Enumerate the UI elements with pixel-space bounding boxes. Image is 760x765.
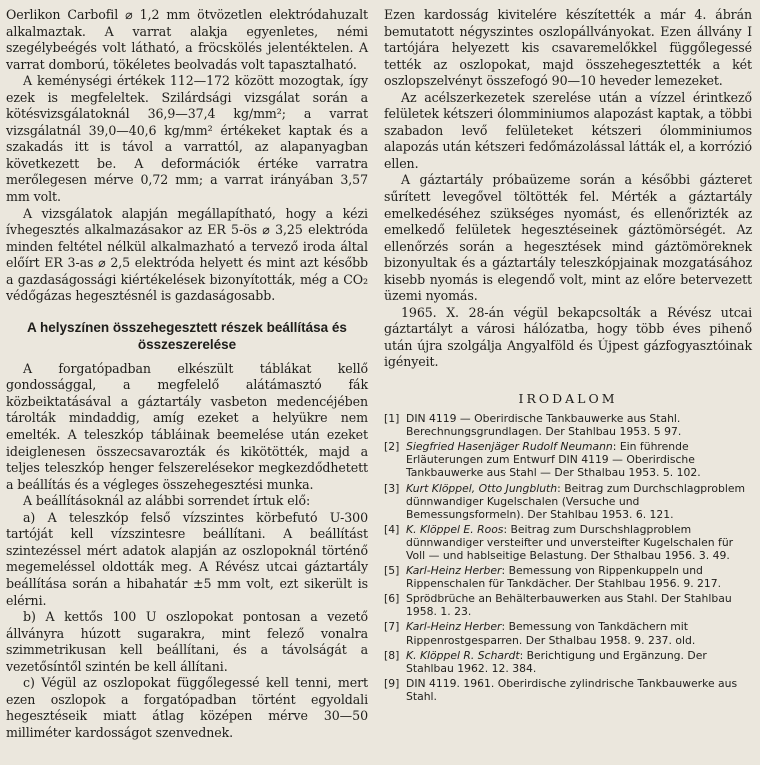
- reference-item: [384, 649, 752, 675]
- reference-body: [406, 649, 752, 675]
- reference-number: [3]: [384, 481, 400, 495]
- reference-author: Siegfried Hasenjäger Rudolf Neumann: [406, 440, 613, 454]
- reference-item: [384, 482, 752, 521]
- reference-body: [406, 523, 752, 562]
- paragraph: a) A teleszkóp felső vízszintes körbefutó U-300 tartóját kell vízszintesre beállítani. A beállítást szintezéssel mért adatok alapján az oszlopoknál történő megemeléssel oldották meg. A Révész utcai gáztartály beállítása során a hibahatár ±5 mm volt, ezt sikerült is elérni.: [6, 509, 368, 608]
- reference-item: [384, 440, 752, 479]
- reference-text: DIN 4119 — Oberirdische Tankbauwerke aus Stahl. Berechnungsgrundlagen. Der Stahlbau 1953. 5 97.: [406, 412, 682, 439]
- reference-item: [384, 592, 752, 618]
- right-column: [384, 7, 752, 705]
- reference-text: : Berichtigung und Ergänzung. Der Stahlbau 1962. 12. 384.: [406, 648, 707, 675]
- reference-number: [4]: [384, 522, 400, 536]
- reference-text: : Bemessung von Rippenkuppeln und Rippenschalen für Tankdächer. Der Stahlbau 1956. 9. 217.: [406, 564, 722, 591]
- reference-number: [8]: [384, 648, 400, 662]
- reference-number: [6]: [384, 592, 400, 606]
- paragraph: Oerlikon Carbofil ⌀ 1,2 mm ötvözetlen elektródahuzalt alkalmaztak. A varrat alakja egyenletes, némi szegélybeégés volt látható, a fröcskölés jelentéktelen. A varrat domború, tökéletes beolvadás volt tapasztalható.: [6, 7, 368, 72]
- paragraph: A keménységi értékek 112—172 között mozogtak, így ezek is megfeleltek. Szilárdsági vizsgálat során a kötésvizsgálatoknál 36,9—37,4 kg/mm²; a varrat vizsgálatnál 39,0—40,6 kg/mm² értékeket kaptak és a szakadás itt is távol a varrattól, az alapanyagban következett be. A deformációk értéke varratra merőlegesen mérve 0,72 mm; a varrat irányában 3,57 mm volt.: [6, 73, 368, 205]
- reference-text: : Ein führende Erläuterungen zum Entwurf DIN 4119 — Oberirdische Tankbauwerke aus Stahl — Der Sthalbau 1953. 5. 102.: [406, 440, 701, 480]
- paragraph: 1965. X. 28-án végül bekapcsolták a Révész utcai gáztartályt a városi hálózatba, hogy több éves pihenő után újra szolgálja Angyalföld és Újpest gázfogyasztóinak igényeit.: [384, 304, 752, 370]
- reference-author: Karl-Heinz Herber: [406, 564, 502, 578]
- section-heading: A helyszínen összehegesztett részek beállítása és összeszerelése: [27, 319, 347, 352]
- paragraph: Az acélszerkezetek szerelése után a vízzel érintkező felületek kétszeri ólomminiumos alapozást kaptak, a többi szabadon levő felületeket kétszeri ólomminiumos alapozás után kétszeri fedőmázolással látták el, a korrózió ellen.: [384, 89, 752, 171]
- reference-body: [406, 592, 752, 618]
- reference-body: [406, 482, 752, 521]
- paragraph: A vizsgálatok alapján megállapítható, hogy a kézi ívhegesztés alkalmazásakor az ER 5-ös ⌀ 3,25 elektróda minden feltétel nélkül alkalmazható a tervező iroda által előírt ER 3-as ⌀ 2,5 elektróda helyett és mint azt később a gazdaságossági kiértékelések bizonyították, még a CO₂ védőgázas hegesztésnél is gazdaságosabb.: [6, 205, 368, 304]
- reference-text: : Beitrag zum Durchschlagproblem dünnwandiger Kugelschalen (Versuche und Bemessungsformeln). Der Stahlbau 1953. 6. 121.: [406, 481, 745, 521]
- references-title: IRODALOM: [518, 391, 618, 407]
- reference-item: [384, 677, 752, 703]
- reference-item: [384, 620, 752, 646]
- reference-number: [2]: [384, 440, 400, 454]
- reference-author: Karl-Heinz Herber: [406, 620, 502, 634]
- reference-body: [406, 440, 752, 479]
- reference-text: : Beitrag zum Durschshlagproblem dünnwandiger versteifter und unversteifter Kugelschalen für Voll — und hablseitige Belastung. Der Sthalbau 1956. 3. 49.: [406, 522, 734, 562]
- reference-item: [384, 564, 752, 590]
- reference-number: [5]: [384, 564, 400, 578]
- paragraph: A gáztartály próbaüzeme során a későbbi gázteret sűrített levegővel töltötték fel. Mérték a gáztartály emelkedéséhez szükséges nyomást, és ellenőrizték az emelkedő felületek hegesztéseinek gáztömörségét. Az ellenőrzés során a hegesztések mind gáztömöreknek bizonyultak és a gáztartály teleszkópjainak mozgatásához kisebb nyomás is elegendő volt, mint az előre betervezett üzemi nyomás.: [384, 172, 752, 304]
- paragraph: b) A kettős 100 U oszlopokat pontosan a vezető állványra húzott sugarakra, mint felező vonalra szimmetrikusan kell beállítani, és a távolságát a vezetősíntől szintén be kell állítani.: [6, 609, 368, 674]
- reference-number: [9]: [384, 676, 400, 690]
- reference-item: [384, 523, 752, 562]
- reference-item: [384, 412, 752, 438]
- paragraph: A forgatópadban elkészült táblákat kellő gondossággal, a megfelelő alátámasztó fák közbeiktatásával a gáztartály vasbeton medencéjében tárolták mindaddig, amíg ezeket a helyükre nem emelték. A teleszkóp tábláinak beemelése után ezeket ideiglenesen összecsavarozták és kikötötték, majd a teljes teleszkóp henger felszerelésekor megkezdődhetett a beállítás és a végleges összehegesztési munka.: [6, 360, 368, 492]
- paragraph: Ezen kardosság kivitelére készítették a már 4. ábrán bemutatott négyszintes oszlopállványokat. Ezen állvány I tartójára helyezett kis csavaremelőkkel függőlegessé tették az oszlopokat, majd összehegesztették a két oszlopszelvényt összefogó 90—10 heveder lemezeket.: [384, 7, 752, 89]
- paragraph: A beállításoknál az alábbi sorrendet írtuk elő:: [23, 493, 311, 509]
- reference-number: [7]: [384, 620, 400, 634]
- references-list: [384, 412, 752, 703]
- reference-author: K. Klöppel E. Roos: [406, 522, 504, 536]
- reference-body: [406, 412, 752, 438]
- reference-body: [406, 677, 752, 703]
- reference-number: [1]: [384, 412, 400, 426]
- paragraph: c) Végül az oszlopokat függőlegessé kell tenni, mert ezen oszlopok a forgatópadban történt egyoldali hegesztéseik miatt átlag középen mérve 30—50 milliméter kardosságot szenvednek.: [6, 675, 368, 740]
- reference-body: [406, 564, 752, 590]
- reference-text: DIN 4119. 1961. Oberirdische zylindrische Tankbauwerke aus Stahl.: [406, 676, 738, 703]
- reference-author: K. Klöppel R. Schardt: [406, 648, 520, 662]
- reference-body: [406, 620, 752, 646]
- reference-text: : Bemessung von Tankdächern mit Rippenrostgesparren. Der Sthalbau 1958. 9. 237. old.: [406, 620, 696, 647]
- reference-author: Kurt Klöppel, Otto Jungbluth: [406, 481, 558, 495]
- left-column: [6, 7, 368, 741]
- reference-text: Sprödbrüche an Behälterbauwerken aus Stahl. Der Stahlbau 1958. 1. 23.: [406, 592, 732, 619]
